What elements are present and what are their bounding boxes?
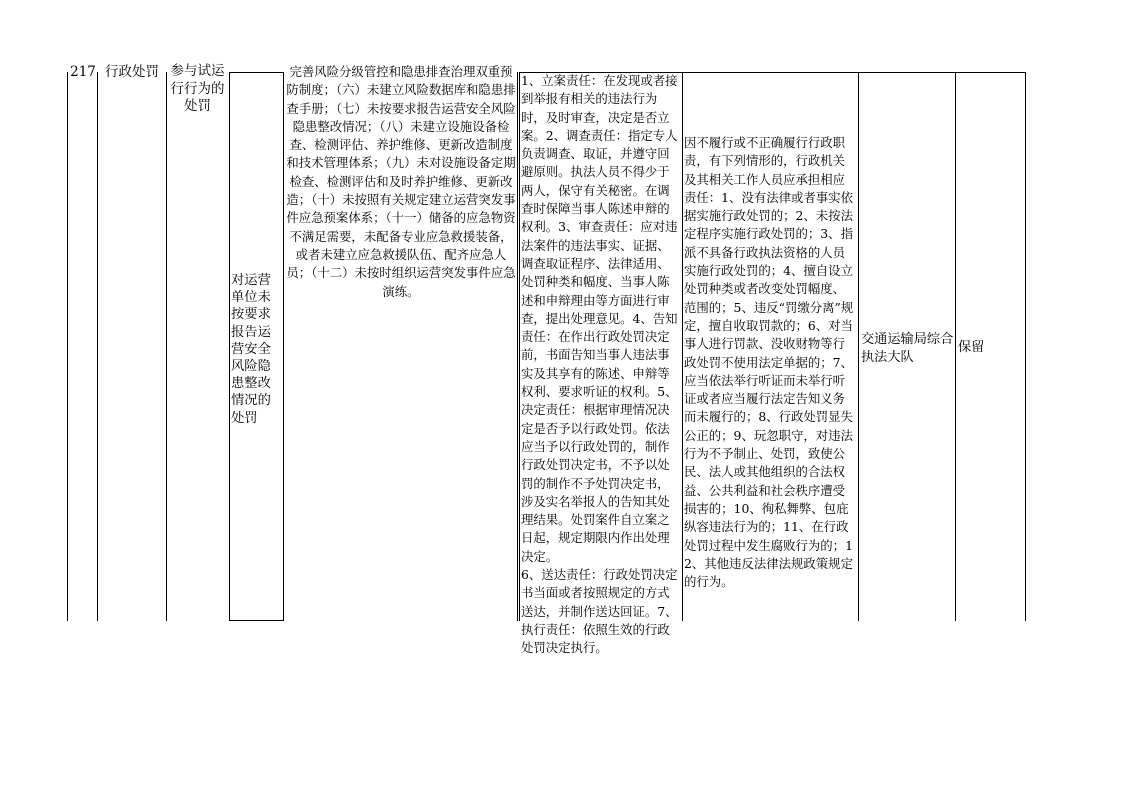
row-divider: [229, 620, 283, 621]
cell-sub-item: 对运营单位未按要求报告运营安全风险隐患整改情况的处罚: [231, 273, 271, 426]
column-divider: [517, 72, 518, 621]
column-divider: [519, 72, 520, 621]
column-divider: [229, 72, 230, 621]
column-divider: [682, 72, 683, 621]
cell-accountability: 因不履行或不正确履行行政职责，有下列情形的，行政机关及其相关工作人员应承担相应责任：1、没有法律或者事实依据实施行政处罚的；2、未按法定程序实施行政处罚的；3、指派不具备行政执法资格的人员实施行政处罚的；4、擅自设立处罚种类或者改变处罚幅度、范围的；5、违反“罚缴分离”规定，擅自收取罚款的；6、对当事人进行罚款、没收财物等行政处罚不使用法定单据的；7、应当依法举行听证而未举行听证或者应当履行法定告知义务而未履行的；8、行政处罚显失公正的；9、玩忽职守，对违法行为不予制止、处罚，致使公民、法人或其他组织的合法权益、公共利益和社会秩序遭受损害的；10、徇私舞弊、包庇纵容违法行为的；11、在行政处罚过程中发生腐败行为的；12、其他违反法律法规政策规定的行为。: [684, 135, 854, 590]
row-divider: [229, 72, 283, 73]
column-divider: [955, 72, 956, 621]
column-divider: [283, 72, 284, 621]
cell-legal-basis: 完善风险分级管控和隐患排查治理双重预防制度；（六）未建立风险数据库和隐患排查手册；（七）未按要求报告运营安全风险隐患整改情况；（八）未建立设施设备检查、检测评估、养护维修、更新改造制度和技术管理体系；（九）未对设施设备定期检查、检测评估和及时养护维修、更新改造；（十）未按照有关规定建立运营突发事件应急预案体系；（十一）储备的应急物资不满足需要，未配备专业应急救援装备，或者未建立应急救援队伍、配齐应急人员；（十二）未按时组织运营突发事件应急演练。: [286, 64, 516, 299]
cell-responsibility: 1、立案责任：在发现或者接到举报有相关的违法行为时，及时审查，决定是否立案。2、调查责任：指定专人负责调查、取证，并遵守回避原则。执法人员不得少于两人，保守有关秘密。在调查时保障当事人陈述申辩的权利。3、审查责任：应对违法案件的违法事实、证据、调查取证程序、法律适用、处罚种类和幅度、当事人陈述和申辩理由等方面进行审查，提出处理意见。4、告知责任：在作出行政处罚决定前，书面告知当事人违法事实及其享有的陈述、申辩等权利、要求听证的权利。5、决定责任：根据审理情况决定是否予以行政处罚。依法应当予以行政处罚的，制作行政处罚决定书，不予以处罚的制作不予处罚决定书，涉及实名举报人的告知其处理结果。处罚案件自立案之日起，规定期限内作出处理决定。 6、送达责任：行政处罚决定书当面或者按照规定的方式送达，并制作送达回证。7、执行责任：依照生效的行政处罚决定执行。: [521, 73, 678, 656]
column-divider: [1025, 72, 1026, 621]
cell-status: 保留: [958, 340, 985, 355]
cell-item-name: 参与试运行行为的处罚: [170, 63, 225, 114]
cell-department: 交通运输局综合执法大队: [861, 332, 954, 366]
column-divider: [166, 72, 167, 621]
cell-sequence-number: 217: [70, 64, 96, 80]
column-divider: [97, 72, 98, 621]
cell-category: 行政处罚: [105, 64, 159, 80]
column-divider: [67, 72, 68, 621]
column-divider: [858, 72, 859, 621]
